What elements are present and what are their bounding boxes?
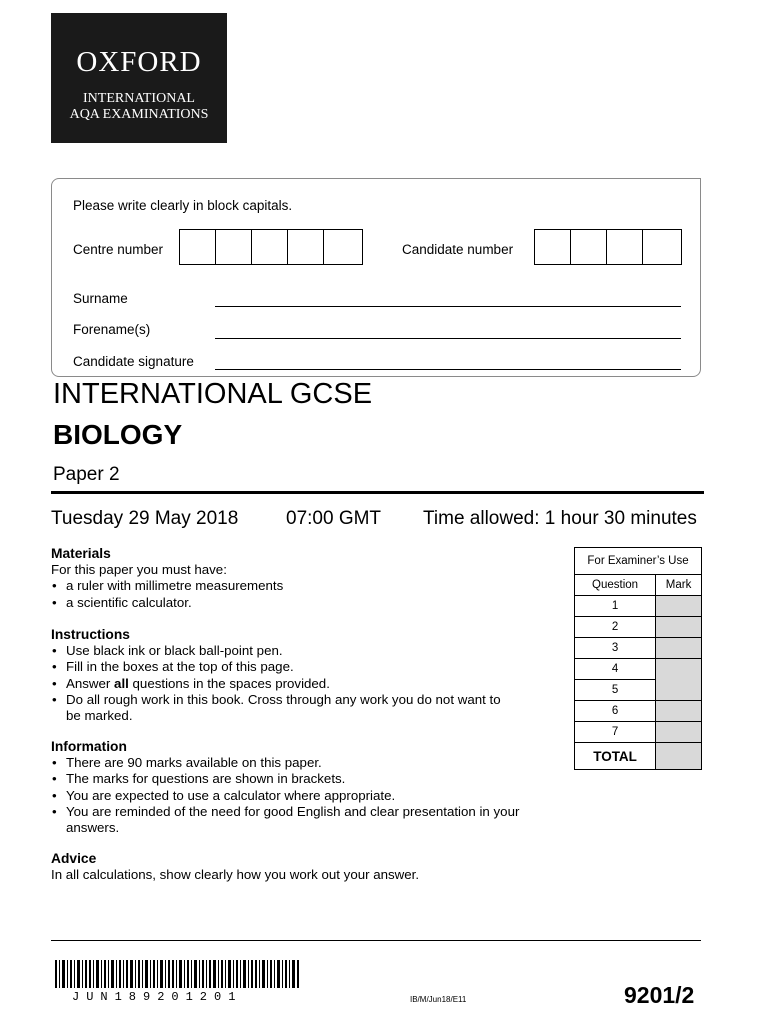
candidate-digit-box[interactable] xyxy=(571,230,607,264)
surname-field[interactable] xyxy=(215,306,681,307)
paper-title: Paper 2 xyxy=(53,464,120,485)
mark-cell[interactable] xyxy=(656,617,702,638)
question-number: 4 xyxy=(575,659,656,680)
centre-number-label: Centre number xyxy=(73,242,164,257)
total-label: TOTAL xyxy=(575,743,656,770)
information-item: • There are 90 marks available on this paper. xyxy=(51,755,521,771)
materials-intro: For this paper you must have: xyxy=(51,562,227,578)
emphasis-all: all xyxy=(114,675,129,691)
mark-column-header: Mark xyxy=(656,575,702,596)
oxford-aqa-logo xyxy=(51,13,227,143)
instructions-heading: Instructions xyxy=(51,627,130,642)
materials-section xyxy=(51,546,283,611)
centre-digit-box[interactable] xyxy=(324,230,360,264)
centre-digit-box[interactable] xyxy=(180,230,216,264)
instructions-item: • Use black ink or black ball-point pen. xyxy=(51,643,511,659)
advice-section xyxy=(51,851,419,883)
question-number: 1 xyxy=(575,596,656,617)
candidate-number-boxes[interactable] xyxy=(534,229,682,265)
centre-number-boxes[interactable] xyxy=(179,229,363,265)
centre-digit-box[interactable] xyxy=(288,230,324,264)
time-allowed: Time allowed: 1 hour 30 minutes xyxy=(423,508,697,529)
instructions-item: • Fill in the boxes at the top of this page. xyxy=(51,659,511,675)
block-capitals-instruction: Please write clearly in block capitals. xyxy=(73,198,293,213)
mark-cell[interactable] xyxy=(656,596,702,617)
information-item: • The marks for questions are shown in brackets. xyxy=(51,771,521,787)
subject-title: BIOLOGY xyxy=(53,419,183,450)
centre-digit-box[interactable] xyxy=(252,230,288,264)
candidate-digit-box[interactable] xyxy=(643,230,679,264)
candidate-digit-box[interactable] xyxy=(535,230,571,264)
paper-code: 9201/2 xyxy=(624,982,695,1008)
question-number: 3 xyxy=(575,638,656,659)
instructions-section xyxy=(51,627,511,724)
instructions-item: • Answer all questions in the spaces provided. xyxy=(51,676,511,692)
question-number: 6 xyxy=(575,701,656,722)
signature-label: Candidate signature xyxy=(73,354,194,369)
information-section xyxy=(51,739,521,836)
exam-date: Tuesday 29 May 2018 xyxy=(51,508,239,529)
exam-time: 07:00 GMT xyxy=(286,508,382,529)
mark-cell[interactable] xyxy=(656,638,702,659)
qualification-title: INTERNATIONAL GCSE xyxy=(53,378,373,410)
centre-digit-box[interactable] xyxy=(216,230,252,264)
materials-heading: Materials xyxy=(51,546,111,561)
title-divider xyxy=(51,491,704,494)
examiner-table-title: For Examiner’s Use xyxy=(575,548,702,575)
logo-subtitle: INTERNATIONAL AQA EXAMINATIONS xyxy=(69,91,209,122)
barcode-image xyxy=(55,960,300,988)
barcode-number: JUN189201201 xyxy=(72,990,243,1004)
mark-cell[interactable] xyxy=(656,701,702,722)
information-item: • You are reminded of the need for good English and clear presentation in your answers. xyxy=(51,804,521,836)
question-number: 2 xyxy=(575,617,656,638)
materials-item: • a ruler with millimetre measurements xyxy=(51,578,283,594)
signature-field[interactable] xyxy=(215,369,681,370)
mark-cell[interactable] xyxy=(656,722,702,743)
question-number: 7 xyxy=(575,722,656,743)
materials-item: • a scientific calculator. xyxy=(51,595,283,611)
surname-label: Surname xyxy=(73,291,128,306)
advice-heading: Advice xyxy=(51,851,97,866)
candidate-digit-box[interactable] xyxy=(607,230,643,264)
examiner-use-table xyxy=(574,547,702,770)
forename-field[interactable] xyxy=(215,338,681,339)
candidate-number-label: Candidate number xyxy=(402,242,514,257)
instructions-item: • Do all rough work in this book. Cross through any work you do not want to be marked. xyxy=(51,692,511,724)
information-heading: Information xyxy=(51,739,127,754)
question-column-header: Question xyxy=(575,575,656,596)
logo-title: OXFORD xyxy=(76,46,202,78)
total-mark-cell[interactable] xyxy=(656,743,702,770)
footer-divider xyxy=(51,940,701,941)
information-item: • You are expected to use a calculator where appropriate. xyxy=(51,788,521,804)
forename-label: Forename(s) xyxy=(73,322,151,337)
question-number: 5 xyxy=(575,680,656,701)
advice-text: In all calculations, show clearly how you work out your answer. xyxy=(51,867,420,883)
mark-cell[interactable] xyxy=(656,659,702,701)
paper-reference: IB/M/Jun18/E11 xyxy=(410,995,467,1004)
